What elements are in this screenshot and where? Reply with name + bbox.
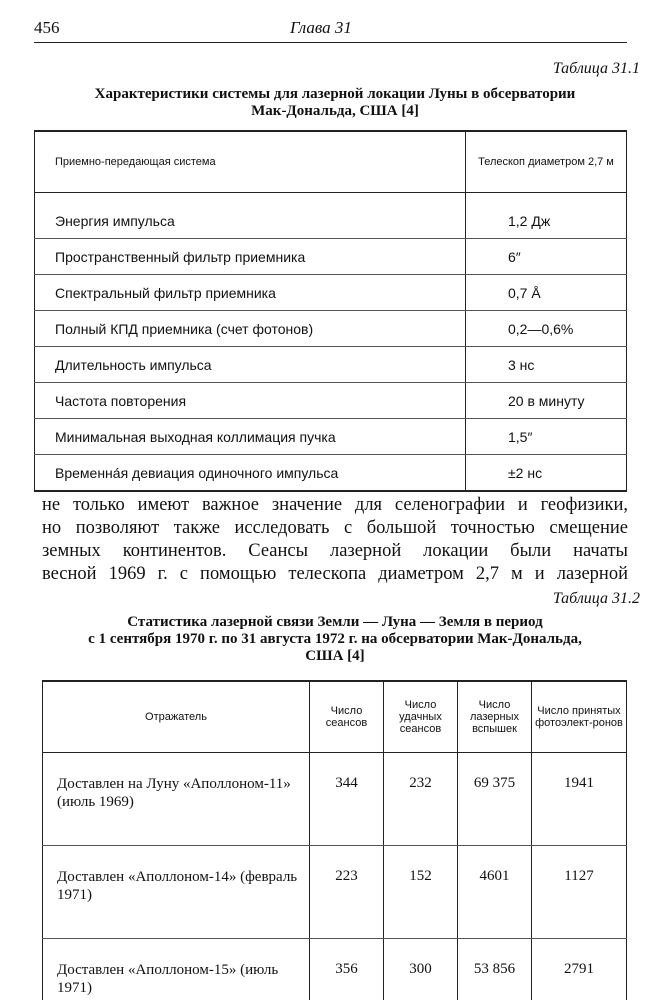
page-number: 456 — [34, 18, 60, 37]
table-row — [35, 239, 627, 275]
column-header: Телескоп диаметром 2,7 м — [466, 131, 627, 193]
table-row — [35, 455, 627, 492]
table1-number: Таблица 31.1 — [552, 60, 640, 77]
table-row — [35, 347, 627, 383]
text-line: земных континентов. Сеансы лазерной локации были начаты — [42, 541, 628, 561]
value-cell: 6″ — [466, 239, 627, 275]
reflector-cell: Доставлен «Аполлоном-14» (февраль 1971) — [43, 846, 310, 939]
text-line: весной 1969 г. с помощью телескопа диаметром 2,7 м и лазерной — [42, 564, 628, 584]
table-row — [35, 311, 627, 347]
table-row — [43, 846, 627, 939]
value-cell: 1,2 Дж — [466, 193, 627, 239]
parameter-cell: Частота повторения — [35, 383, 466, 419]
flashes-cell: 53 856 — [458, 939, 532, 1000]
table-row — [35, 275, 627, 311]
value-cell: 1,5″ — [466, 419, 627, 455]
flashes-cell: 4601 — [458, 846, 532, 939]
parameter-cell: Полный КПД приемника (счет фотонов) — [35, 311, 466, 347]
value-cell: ±2 нс — [466, 455, 627, 492]
table2-number: Таблица 31.2 — [552, 590, 640, 607]
table-header-row — [43, 681, 627, 753]
column-header: Число удачных сеансов — [384, 681, 458, 753]
parameter-cell: Энергия импульса — [35, 193, 466, 239]
value-cell: 3 нс — [466, 347, 627, 383]
table-row — [43, 939, 627, 1000]
value-cell: 0,7 Å — [466, 275, 627, 311]
parameter-cell: Минимальная выходная коллимация пучка — [35, 419, 466, 455]
successful-cell: 152 — [384, 846, 458, 939]
reflector-cell: Доставлен на Луну «Аполлоном-11» (июль 1969) — [43, 753, 310, 846]
header-rule — [34, 42, 627, 43]
caption-line: с 1 сентября 1970 г. по 31 августа 1972 г. на обсерватории Мак-Дональда, — [88, 631, 582, 647]
sessions-cell: 356 — [310, 939, 384, 1000]
table-row — [35, 419, 627, 455]
successful-cell: 232 — [384, 753, 458, 846]
caption-line: Характеристики системы для лазерной локации Луны в обсерватории — [94, 86, 576, 102]
photoelectrons-cell: 1941 — [532, 753, 627, 846]
text-line: но позволяют также исследовать с большой точностью смещение — [42, 518, 628, 538]
parameter-cell: Временна́я девиация одиночного импульса — [35, 455, 466, 492]
caption-line: США [4] — [305, 648, 365, 664]
table-header-row — [35, 131, 627, 193]
reflector-cell: Доставлен «Аполлоном-15» (июль 1971) — [43, 939, 310, 1000]
sessions-cell: 344 — [310, 753, 384, 846]
laser-system-table — [34, 130, 627, 492]
laser-statistics-table — [42, 680, 627, 1000]
chapter-title: Глава 31 — [290, 18, 352, 37]
table1-caption — [30, 86, 640, 120]
caption-line: Статистика лазерной связи Земли — Луна — Земля в период — [127, 614, 543, 630]
text-line: не только имеют важное значение для селенографии и геофизики, — [42, 495, 628, 515]
photoelectrons-cell: 2791 — [532, 939, 627, 1000]
table-row — [35, 383, 627, 419]
parameter-cell: Спектральный фильтр приемника — [35, 275, 466, 311]
successful-cell: 300 — [384, 939, 458, 1000]
table2-caption — [30, 614, 640, 665]
table-row — [35, 193, 627, 239]
table-row — [43, 753, 627, 846]
column-header: Число лазерных вспышек — [458, 681, 532, 753]
sessions-cell: 223 — [310, 846, 384, 939]
column-header: Отражатель — [43, 681, 310, 753]
value-cell: 20 в минуту — [466, 383, 627, 419]
body-paragraph — [42, 494, 628, 586]
column-header: Число сеансов — [310, 681, 384, 753]
parameter-cell: Длительность импульса — [35, 347, 466, 383]
value-cell: 0,2—0,6% — [466, 311, 627, 347]
column-header: Приемно-передающая система — [35, 131, 466, 193]
photoelectrons-cell: 1127 — [532, 846, 627, 939]
caption-line: Мак-Дональда, США [4] — [251, 103, 419, 119]
column-header: Число принятых фотоэлект-ронов — [532, 681, 627, 753]
flashes-cell: 69 375 — [458, 753, 532, 846]
parameter-cell: Пространственный фильтр приемника — [35, 239, 466, 275]
